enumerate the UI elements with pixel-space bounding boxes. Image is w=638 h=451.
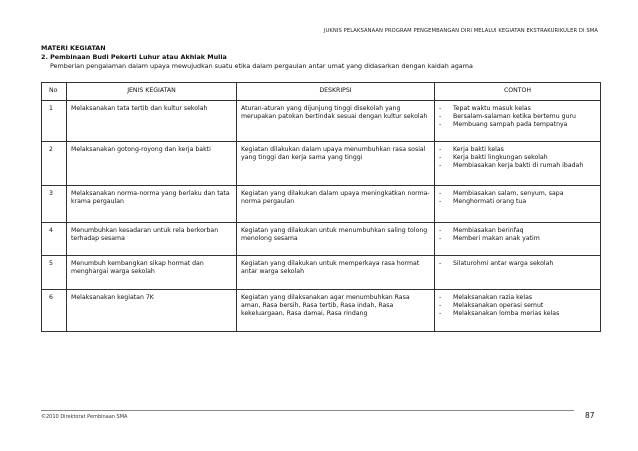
contoh-list	[439, 146, 596, 171]
footer-copyright: ©2010 Direktorat Pembinaan SMA	[41, 414, 128, 420]
page-number: 87	[585, 411, 595, 420]
cell-contoh	[435, 223, 601, 256]
cell-deskripsi: Kegiatan yang dilakukan dalam upaya meningkatkan norma-norma pergaulan	[237, 186, 435, 223]
list-item: - Melaksanakan lomba merias kelas	[439, 310, 596, 318]
list-item: - Melaksanakan razia kelas	[439, 294, 596, 302]
running-header: JUKNIS PELAKSANAAN PROGRAM PENGEMBANGAN DIRI MELALUI KEGIATAN EKSTRAKURIKULER DI SMA	[323, 28, 598, 34]
table-row	[42, 290, 601, 332]
cell-no: 3	[42, 186, 67, 223]
list-item: - Kerja bakti kelas	[439, 146, 596, 154]
footer-divider	[41, 410, 574, 411]
cell-contoh	[435, 186, 601, 223]
cell-jenis-kegiatan: Menumbuhkan kesadaran untuk rela berkorban terhadap sesama	[67, 223, 237, 256]
cell-deskripsi: Aturan-aturan yang dijunjung tinggi disekolah yang merupakan patokan bertindak sesuai dengan kultur sekolah	[237, 101, 435, 142]
cell-deskripsi: Kegiatan dilakukan dalam upaya menumbuhkan rasa sosial yang tinggi dan kerja sama yang tinggi	[237, 142, 435, 186]
table-header-row	[42, 83, 601, 101]
cell-jenis-kegiatan: Melaksanakan norma-norma yang berlaku dan tata krama pergaulan	[67, 186, 237, 223]
cell-deskripsi: Kegiatan yang dilakukan untuk memperkaya rasa hormat antar warga sekolah	[237, 256, 435, 290]
activities-table	[41, 82, 601, 332]
cell-contoh	[435, 101, 601, 142]
contoh-list	[439, 190, 596, 206]
list-item: - Bersalam-salaman ketika bertemu guru	[439, 113, 596, 121]
list-item: - Membiasakan salam, senyum, sapa	[439, 190, 596, 198]
list-item: - Membiasakan berinfaq	[439, 227, 596, 235]
contoh-list	[439, 227, 596, 243]
list-item: - Menghormati orang tua	[439, 198, 596, 206]
cell-no: 2	[42, 142, 67, 186]
section-title: MATERI KEGIATAN	[41, 44, 106, 52]
contoh-list	[439, 294, 596, 319]
table-row	[42, 142, 601, 186]
list-item: - Memberi makan anak yatim	[439, 235, 596, 243]
table-row	[42, 223, 601, 256]
section-subtitle: 2. Pembinaan Budi Pekerti Luhur atau Akhlak Mulia	[41, 53, 227, 61]
header-deskripsi: DESKRIPSI	[237, 83, 435, 101]
header-contoh: CONTOH	[435, 83, 601, 101]
list-item: - Melaksanakan operasi semut	[439, 302, 596, 310]
table-body	[42, 101, 601, 332]
list-item: - Membuang sampah pada tempatnya	[439, 121, 596, 129]
section-description: Pemberian pengalaman dalam upaya mewujudkan suatu etika dalam pergaulan antar umat yang didasarkan dengan kaidah agama	[50, 62, 473, 70]
cell-jenis-kegiatan: Melaksanakan tata tertib dan kultur sekolah	[67, 101, 237, 142]
header-no: No	[42, 83, 67, 101]
list-item: - Kerja bakti lingkungan sekolah	[439, 154, 596, 162]
cell-no: 4	[42, 223, 67, 256]
cell-deskripsi: Kegiatan yang dilaksanakan agar menumbuhkan Rasa aman, Rasa bersih, Rasa tertib, Rasa indah, Rasa kekeluargaan, Rasa damai, Rasa rindang	[237, 290, 435, 332]
table-row	[42, 186, 601, 223]
contoh-list	[439, 105, 596, 130]
list-item: - Membiasakan kerja bakti di rumah ibadah	[439, 162, 596, 170]
list-item: - Tepat waktu masuk kelas	[439, 105, 596, 113]
cell-contoh	[435, 256, 601, 290]
table-row	[42, 101, 601, 142]
cell-contoh	[435, 142, 601, 186]
cell-jenis-kegiatan: Melaksanakan kegiatan 7K	[67, 290, 237, 332]
cell-contoh	[435, 290, 601, 332]
cell-no: 5	[42, 256, 67, 290]
table-row	[42, 256, 601, 290]
header-jenis-kegiatan: JENIS KEGIATAN	[67, 83, 237, 101]
cell-no: 6	[42, 290, 67, 332]
list-item: - Silaturohmi antar warga sekolah	[439, 260, 596, 268]
cell-jenis-kegiatan: Melaksanakan gotong-royong dan kerja bakti	[67, 142, 237, 186]
cell-deskripsi: Kegiatan yang dilakukan untuk menumbuhkan saling tolong menolong sesama	[237, 223, 435, 256]
cell-jenis-kegiatan: Menumbuh kembangkan sikap hormat dan menghargai warga sekolah	[67, 256, 237, 290]
section-block	[41, 44, 601, 71]
cell-no: 1	[42, 101, 67, 142]
contoh-list	[439, 260, 596, 268]
